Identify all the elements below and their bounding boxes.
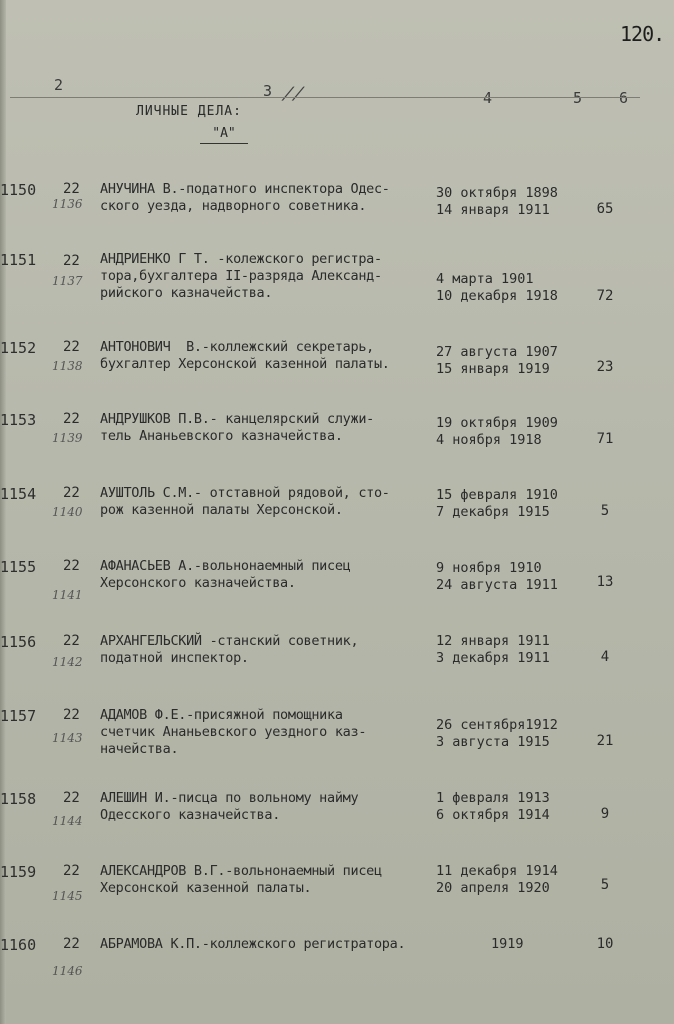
sheet-count: 9 [600, 806, 610, 822]
column-number-5: 5 [573, 89, 583, 107]
entry-description: АФАНАСЬЕВ А.-вольнонаемный писец Херсонского казначейства. [100, 558, 351, 591]
inventory-number: 1142 [52, 655, 83, 669]
entry-number: 1159 [0, 863, 37, 881]
entry-dates: 11 декабря 1914 20 апреля 1920 [436, 863, 558, 896]
entry-dates: 4 марта 1901 10 декабря 1918 [436, 271, 558, 304]
entry-description: АНТОНОВИЧ В.-коллежский секретарь, бухгалтер Херсонской казенной палаты. [100, 339, 390, 372]
entry-description: АНДРУШКОВ П.В.- канцелярский служи- тель Ананьевского казначейства. [100, 411, 374, 444]
entry-number: 1157 [0, 707, 37, 725]
column-number-6: 6 [619, 89, 629, 107]
sheet-count: 71 [596, 431, 614, 447]
entry-dates: 9 ноября 1910 24 августа 1911 [436, 560, 558, 593]
entry-number: 1153 [0, 411, 37, 429]
entry-number: 1158 [0, 790, 37, 808]
section-title: ЛИЧНЫЕ ДЕЛА: [136, 104, 242, 119]
inventory-number: 1145 [52, 889, 83, 903]
inventory-number: 1144 [52, 814, 83, 828]
entry-dates: 26 сентября1912 3 августа 1915 [436, 717, 558, 750]
inventory-number: 1139 [52, 431, 83, 445]
sheet-count: 23 [596, 359, 614, 375]
fund-number: 22 [63, 707, 80, 723]
entry-number: 1160 [0, 936, 37, 954]
fund-number: 22 [63, 863, 80, 879]
inventory-number: 1146 [52, 964, 83, 978]
entry-number: 1156 [0, 633, 37, 651]
entry-description: АЛЕШИН И.-писца по вольному найму Одесского казначейства. [100, 790, 359, 823]
column-number-3: 3 [263, 82, 273, 100]
fund-number: 22 [63, 790, 80, 806]
entry-description: АНУЧИНА В.-податного инспектора Одес- ского уезда, надворного советника. [100, 181, 390, 214]
fund-number: 22 [63, 411, 80, 427]
fund-number: 22 [63, 181, 80, 197]
sheet-count: 5 [600, 877, 610, 893]
entry-dates: 1919 [491, 936, 524, 952]
sheet-count: 21 [596, 733, 614, 749]
sheet-count: 72 [596, 288, 614, 304]
entry-description: АБРАМОВА К.П.-коллежского регистратора. [100, 936, 406, 952]
inventory-number: 1140 [52, 505, 83, 519]
entry-description: АРХАНГЕЛЬСКИЙ -станский советник, податной инспектор. [100, 633, 359, 666]
hatch-mark: // [279, 84, 308, 104]
entry-number: 1154 [0, 485, 37, 503]
entry-dates: 1 февраля 1913 6 октября 1914 [436, 790, 550, 823]
inventory-number: 1136 [52, 197, 83, 211]
fund-number: 22 [63, 936, 80, 952]
entry-description: АЛЕКСАНДРОВ В.Г.-вольнонаемный писец Херсонской казенной палаты. [100, 863, 382, 896]
sheet-count: 10 [596, 936, 614, 952]
header-rule [10, 97, 640, 98]
entry-dates: 15 февраля 1910 7 декабря 1915 [436, 487, 558, 520]
entry-description: АНДРИЕНКО Г Т. -колежского регистра- тора,бухгалтера II-разряда Александ- рийского казначейства. [100, 251, 382, 301]
entry-number: 1151 [0, 251, 37, 269]
entry-dates: 12 января 1911 3 декабря 1911 [436, 633, 550, 666]
fund-number: 22 [63, 253, 80, 269]
fund-number: 22 [63, 558, 80, 574]
entry-dates: 27 августа 1907 15 января 1919 [436, 344, 558, 377]
sheet-number: 120. [620, 22, 665, 46]
sheet-count: 65 [596, 201, 614, 217]
entry-dates: 30 октября 1898 14 января 1911 [436, 185, 558, 218]
section-letter: "А" [200, 126, 248, 144]
column-number-2: 2 [54, 76, 64, 94]
inventory-number: 1138 [52, 359, 83, 373]
entry-number: 1155 [0, 558, 37, 576]
entry-number: 1152 [0, 339, 37, 357]
entry-dates: 19 октября 1909 4 ноября 1918 [436, 415, 558, 448]
sheet-count: 5 [600, 503, 610, 519]
entry-description: АДАМОВ Ф.Е.-присяжной помощника счетчик Ананьевского уездного каз- начейства. [100, 707, 367, 757]
entry-number: 1150 [0, 181, 37, 199]
fund-number: 22 [63, 633, 80, 649]
inventory-number: 1137 [52, 274, 83, 288]
inventory-number: 1143 [52, 731, 83, 745]
fund-number: 22 [63, 339, 80, 355]
inventory-number: 1141 [52, 588, 83, 602]
column-number-4: 4 [483, 89, 493, 107]
sheet-count: 13 [596, 574, 614, 590]
fund-number: 22 [63, 485, 80, 501]
entry-description: АУШТОЛЬ С.М.- отставной рядовой, сто- рож казенной палаты Херсонской. [100, 485, 390, 518]
sheet-count: 4 [600, 649, 610, 665]
